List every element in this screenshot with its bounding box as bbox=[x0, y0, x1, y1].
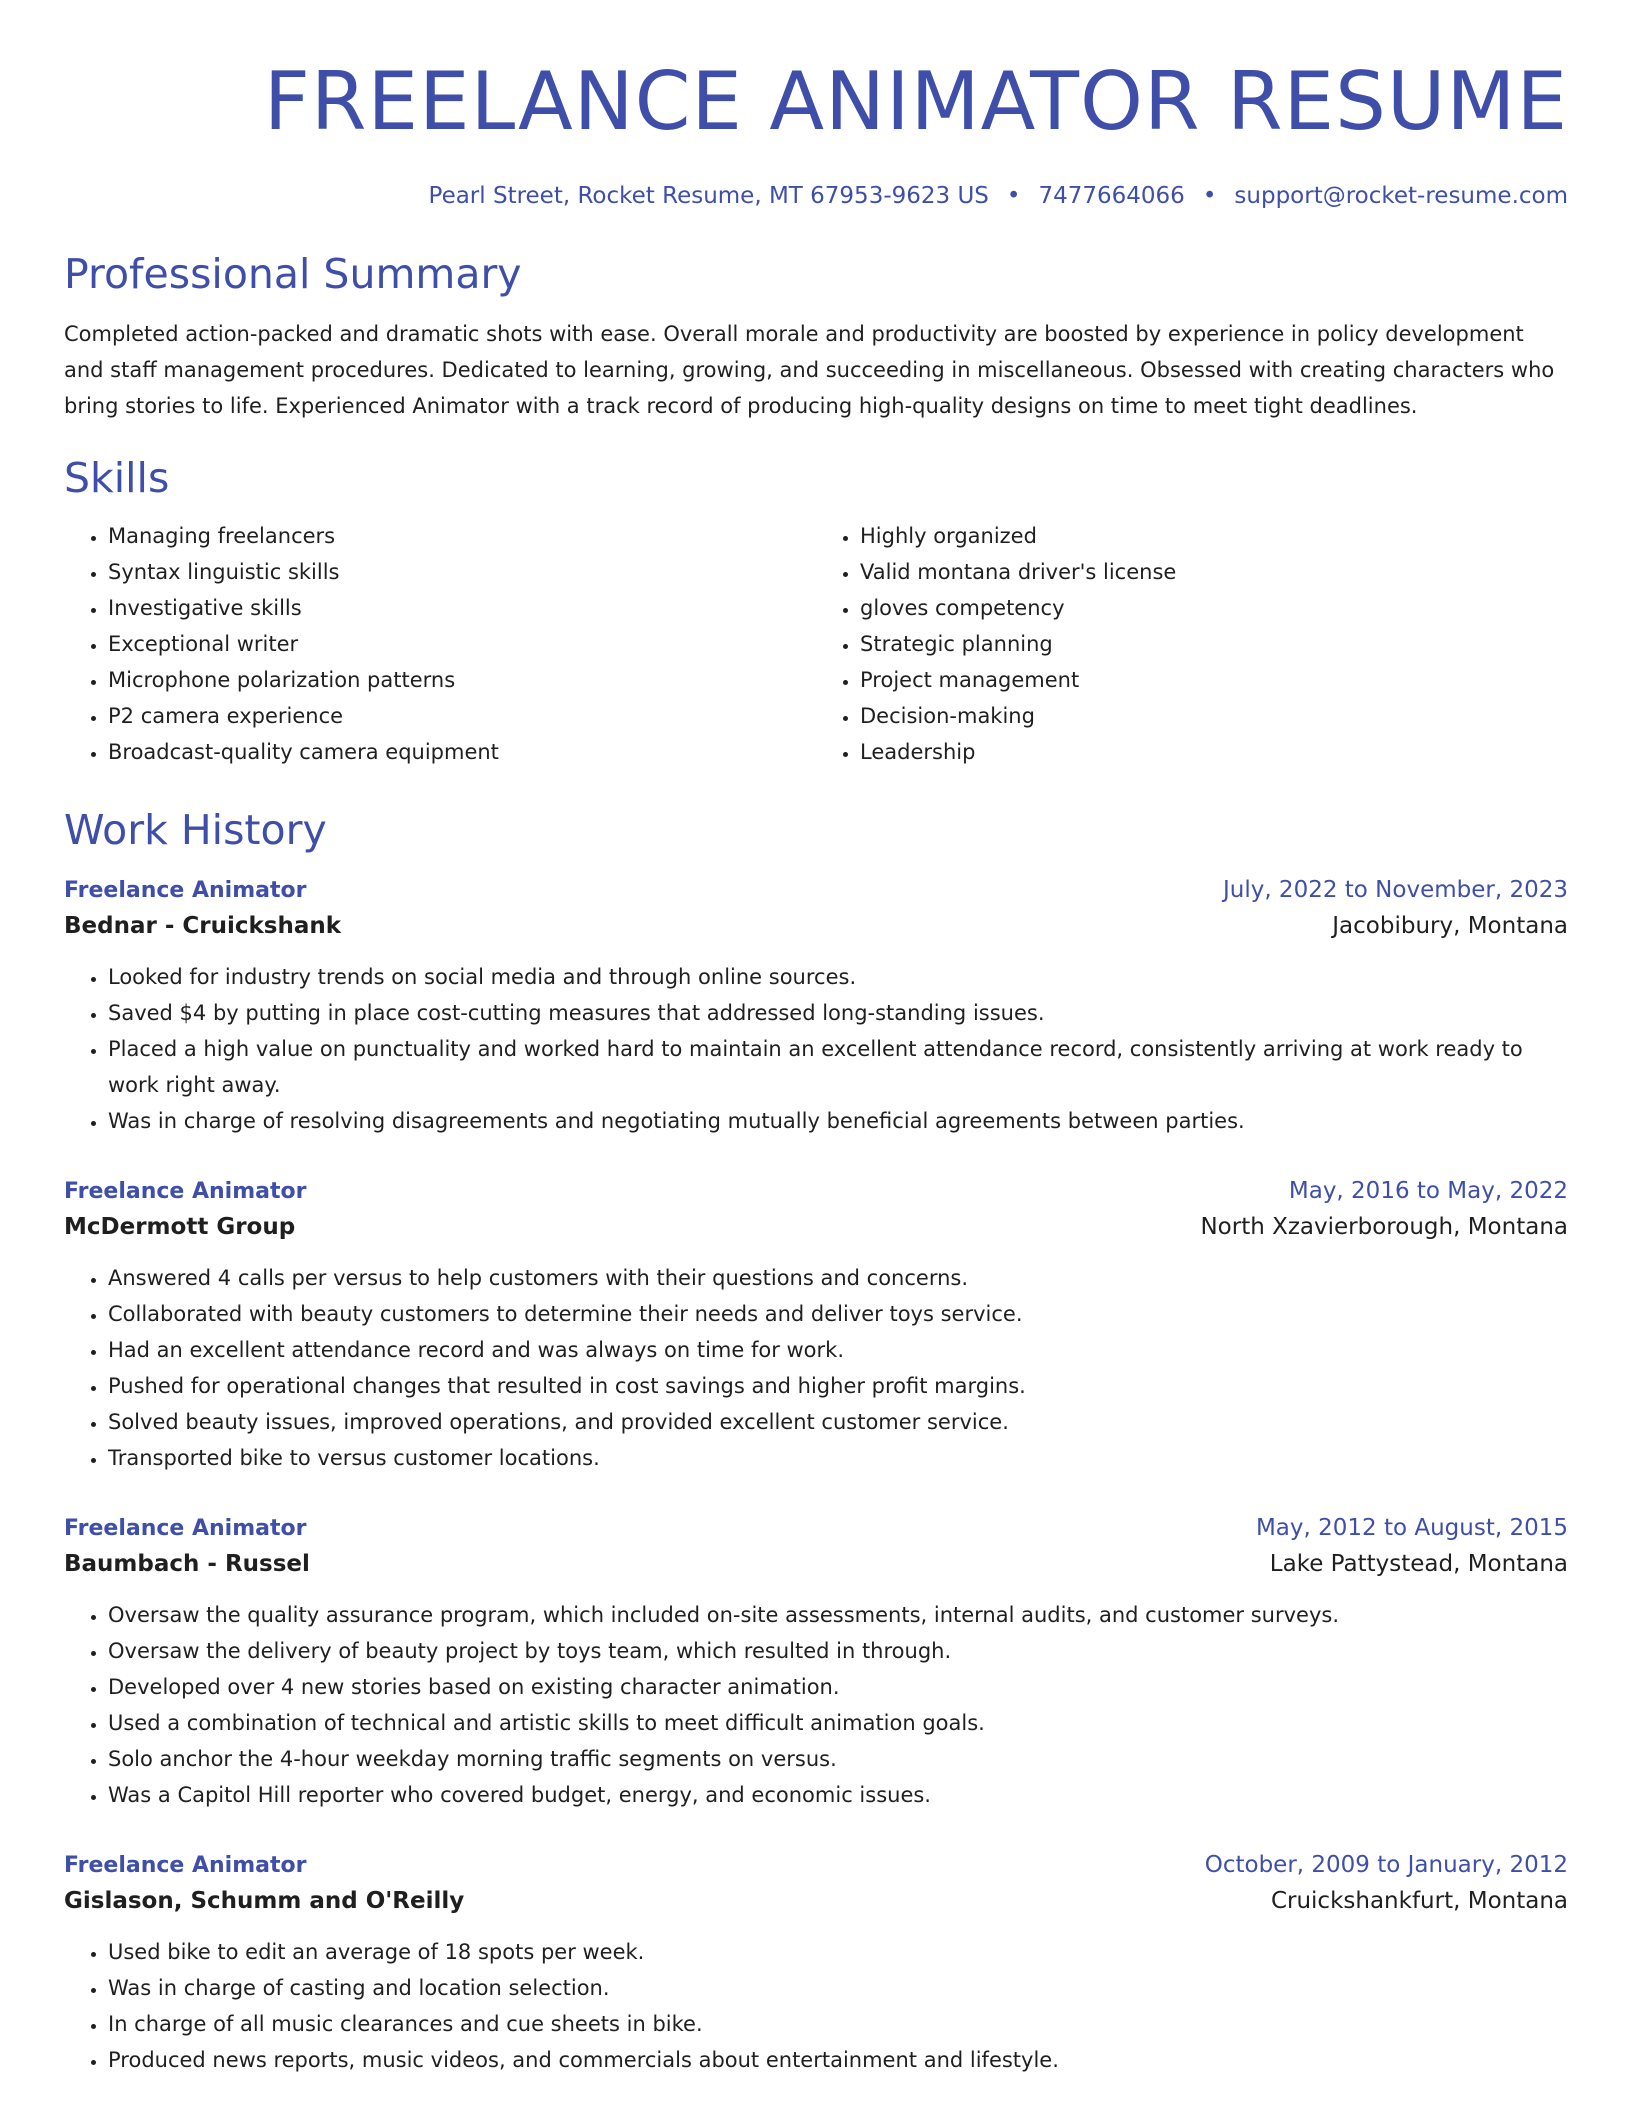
job-header bbox=[64, 1512, 1568, 1545]
skill-item: • P2 camera experience bbox=[108, 698, 816, 734]
job-duties bbox=[64, 1934, 1568, 2078]
contact-address: Pearl Street, Rocket Resume, MT 67953-9623 US bbox=[428, 183, 989, 209]
job-dates: October, 2009 to January, 2012 bbox=[1204, 1852, 1568, 1878]
contact-separator: • bbox=[1006, 183, 1021, 209]
skill-item: • Exceptional writer bbox=[108, 626, 816, 662]
skill-item: • Leadership bbox=[860, 734, 1568, 770]
skill-item: • Investigative skills bbox=[108, 590, 816, 626]
job-entry bbox=[64, 1512, 1568, 1813]
job-subheader bbox=[64, 1882, 1568, 1920]
duty-item: • Was a Capitol Hill reporter who covered budget, energy, and economic issues. bbox=[108, 1777, 1568, 1813]
job-title: Freelance Animator bbox=[64, 1516, 307, 1541]
duty-item: • In charge of all music clearances and cue sheets in bike. bbox=[108, 2006, 1568, 2042]
duty-item: • Produced news reports, music videos, and commercials about entertainment and lifestyle. bbox=[108, 2042, 1568, 2078]
resume-title: FREELANCE ANIMATOR RESUME bbox=[263, 55, 1568, 148]
contact-separator: • bbox=[1202, 183, 1217, 209]
job-dates: May, 2012 to August, 2015 bbox=[1255, 1515, 1568, 1541]
duty-item: • Used bike to edit an average of 18 spots per week. bbox=[108, 1934, 1568, 1970]
duty-item: • Placed a high value on punctuality and worked hard to maintain an excellent attendance record, consistently arriving at work ready to work right away. bbox=[108, 1031, 1568, 1103]
job-entry bbox=[64, 874, 1568, 1139]
skill-item: • Decision-making bbox=[860, 698, 1568, 734]
skill-item: • gloves competency bbox=[860, 590, 1568, 626]
job-title: Freelance Animator bbox=[64, 878, 307, 903]
job-entry bbox=[64, 1175, 1568, 1476]
duty-item: • Used a combination of technical and artistic skills to meet difficult animation goals. bbox=[108, 1705, 1568, 1741]
job-header bbox=[64, 1849, 1568, 1882]
job-duties bbox=[64, 1260, 1568, 1476]
skill-item: • Managing freelancers bbox=[108, 518, 816, 554]
contact-email[interactable]: support@rocket-resume.com bbox=[1234, 183, 1568, 209]
contact-phone: 7477664066 bbox=[1038, 183, 1185, 209]
job-location: Lake Pattystead, Montana bbox=[1269, 1551, 1568, 1577]
skill-item: • Valid montana driver's license bbox=[860, 554, 1568, 590]
job-subheader bbox=[64, 1545, 1568, 1583]
job-dates: May, 2016 to May, 2022 bbox=[1288, 1178, 1568, 1204]
job-title: Freelance Animator bbox=[64, 1179, 307, 1204]
duty-item: • Developed over 4 new stories based on existing character animation. bbox=[108, 1669, 1568, 1705]
job-header bbox=[64, 874, 1568, 907]
job-duties bbox=[64, 959, 1568, 1139]
job-company: Bednar - Cruickshank bbox=[64, 913, 342, 939]
duty-item: • Collaborated with beauty customers to determine their needs and deliver toys service. bbox=[108, 1296, 1568, 1332]
job-company: Gislason, Schumm and O'Reilly bbox=[64, 1888, 465, 1914]
duty-item: • Saved $4 by putting in place cost-cutting measures that addressed long-standing issues. bbox=[108, 995, 1568, 1031]
duty-item: • Pushed for operational changes that resulted in cost savings and higher profit margins. bbox=[108, 1368, 1568, 1404]
job-dates: July, 2022 to November, 2023 bbox=[1222, 877, 1568, 903]
skill-item: • Highly organized bbox=[860, 518, 1568, 554]
summary-text: Completed action-packed and dramatic shots with ease. Overall morale and productivity are boosted by experience in policy development and staff management procedures. Dedicated to learning, growing, and succeeding in miscellaneous. Obsessed with creating characters who bring stories to life. Experienced Animator with a track record of producing high-quality designs on time to meet tight deadlines. bbox=[64, 322, 1555, 418]
job-company: Baumbach - Russel bbox=[64, 1551, 310, 1577]
job-subheader bbox=[64, 907, 1568, 945]
job-duties bbox=[64, 1597, 1568, 1813]
skill-item: • Microphone polarization patterns bbox=[108, 662, 816, 698]
skills-column-left bbox=[64, 518, 816, 770]
duty-item: • Solo anchor the 4-hour weekday morning traffic segments on versus. bbox=[108, 1741, 1568, 1777]
skill-item: • Project management bbox=[860, 662, 1568, 698]
job-subheader bbox=[64, 1208, 1568, 1246]
skills-heading: Skills bbox=[64, 454, 170, 502]
job-company: McDermott Group bbox=[64, 1214, 296, 1240]
duty-item: • Answered 4 calls per versus to help customers with their questions and concerns. bbox=[108, 1260, 1568, 1296]
duty-item: • Solved beauty issues, improved operations, and provided excellent customer service. bbox=[108, 1404, 1568, 1440]
skills-column-right bbox=[816, 518, 1568, 770]
skills-list bbox=[64, 518, 1568, 770]
job-location: North Xzavierborough, Montana bbox=[1200, 1214, 1568, 1240]
skill-item: • Strategic planning bbox=[860, 626, 1568, 662]
job-location: Jacobibury, Montana bbox=[1332, 913, 1568, 939]
job-location: Cruickshankfurt, Montana bbox=[1270, 1888, 1568, 1914]
duty-item: • Oversaw the delivery of beauty project by toys team, which resulted in through. bbox=[108, 1633, 1568, 1669]
skill-item: • Broadcast-quality camera equipment bbox=[108, 734, 816, 770]
duty-item: • Was in charge of casting and location selection. bbox=[108, 1970, 1568, 2006]
job-header bbox=[64, 1175, 1568, 1208]
job-entry bbox=[64, 1849, 1568, 2078]
duty-item: • Looked for industry trends on social media and through online sources. bbox=[108, 959, 1568, 995]
duty-item: • Had an excellent attendance record and was always on time for work. bbox=[108, 1332, 1568, 1368]
work-history-heading: Work History bbox=[64, 806, 327, 854]
duty-item: • Oversaw the quality assurance program, which included on-site assessments, internal audits, and customer surveys. bbox=[108, 1597, 1568, 1633]
duty-item: • Was in charge of resolving disagreements and negotiating mutually beneficial agreements between parties. bbox=[108, 1103, 1568, 1139]
skill-item: • Syntax linguistic skills bbox=[108, 554, 816, 590]
summary-heading: Professional Summary bbox=[64, 250, 522, 298]
contact-line bbox=[64, 180, 1568, 212]
duty-item: • Transported bike to versus customer locations. bbox=[108, 1440, 1568, 1476]
job-title: Freelance Animator bbox=[64, 1853, 307, 1878]
